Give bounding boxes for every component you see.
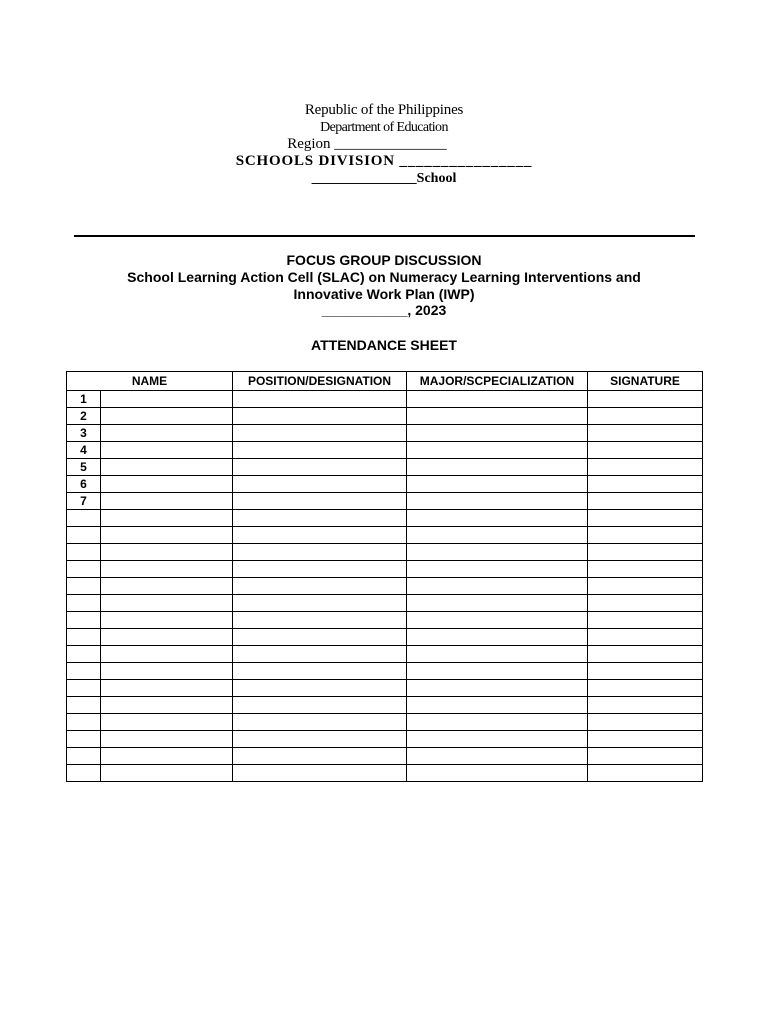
- major-cell[interactable]: [407, 731, 588, 748]
- signature-cell[interactable]: [588, 408, 703, 425]
- name-cell[interactable]: [101, 391, 233, 408]
- col-header-position: POSITION/DESIGNATION: [233, 372, 407, 391]
- signature-cell[interactable]: [588, 714, 703, 731]
- position-cell[interactable]: [233, 663, 407, 680]
- row-number: 6: [67, 476, 101, 493]
- position-cell[interactable]: [233, 612, 407, 629]
- position-cell[interactable]: [233, 629, 407, 646]
- major-cell[interactable]: [407, 510, 588, 527]
- table-row: [67, 646, 703, 663]
- signature-cell[interactable]: [588, 612, 703, 629]
- header-divider: [74, 235, 695, 237]
- major-cell[interactable]: [407, 748, 588, 765]
- signature-cell[interactable]: [588, 459, 703, 476]
- major-cell[interactable]: [407, 578, 588, 595]
- name-cell[interactable]: [101, 629, 233, 646]
- row-number: [67, 697, 101, 714]
- signature-cell[interactable]: [588, 765, 703, 782]
- table-row: [67, 612, 703, 629]
- name-cell[interactable]: [101, 408, 233, 425]
- major-cell[interactable]: [407, 425, 588, 442]
- position-cell[interactable]: [233, 595, 407, 612]
- position-cell[interactable]: [233, 748, 407, 765]
- title-attendance-sheet: ATTENDANCE SHEET: [311, 337, 457, 353]
- major-cell[interactable]: [407, 595, 588, 612]
- position-cell[interactable]: [233, 391, 407, 408]
- signature-cell[interactable]: [588, 425, 703, 442]
- table-body: [67, 391, 703, 782]
- position-cell[interactable]: [233, 731, 407, 748]
- row-number: [67, 646, 101, 663]
- header-republic: Republic of the Philippines: [304, 102, 464, 118]
- signature-cell[interactable]: [588, 595, 703, 612]
- signature-cell[interactable]: [588, 527, 703, 544]
- name-cell[interactable]: [101, 714, 233, 731]
- table-row: [67, 731, 703, 748]
- position-cell[interactable]: [233, 442, 407, 459]
- position-cell[interactable]: [233, 646, 407, 663]
- header-department: Department of Education: [320, 120, 448, 135]
- row-number: [67, 561, 101, 578]
- table-row: [67, 476, 703, 493]
- col-header-major: MAJOR/SCPECIALIZATION: [407, 372, 588, 391]
- major-cell[interactable]: [407, 561, 588, 578]
- name-cell[interactable]: [101, 680, 233, 697]
- signature-cell[interactable]: [588, 646, 703, 663]
- name-cell[interactable]: [101, 561, 233, 578]
- signature-cell[interactable]: [588, 748, 703, 765]
- table-row: [67, 527, 703, 544]
- signature-cell[interactable]: [588, 663, 703, 680]
- title-slac-line1: School Learning Action Cell (SLAC) on Numeracy Learning Interventions and: [127, 269, 641, 285]
- signature-cell[interactable]: [588, 680, 703, 697]
- signature-cell[interactable]: [588, 493, 703, 510]
- major-cell[interactable]: [407, 663, 588, 680]
- col-header-name: NAME: [67, 372, 233, 391]
- table-row: [67, 561, 703, 578]
- title-date: ___________, 2023: [321, 302, 447, 318]
- name-cell[interactable]: [101, 442, 233, 459]
- name-cell[interactable]: [101, 510, 233, 527]
- position-cell[interactable]: [233, 493, 407, 510]
- row-number: 2: [67, 408, 101, 425]
- major-cell[interactable]: [407, 680, 588, 697]
- title-slac-line2: Innovative Work Plan (IWP): [293, 286, 475, 302]
- name-cell[interactable]: [101, 544, 233, 561]
- position-cell[interactable]: [233, 510, 407, 527]
- name-cell[interactable]: [101, 697, 233, 714]
- position-cell[interactable]: [233, 714, 407, 731]
- major-cell[interactable]: [407, 612, 588, 629]
- major-cell[interactable]: [407, 629, 588, 646]
- row-number: [67, 629, 101, 646]
- table-row: [67, 748, 703, 765]
- table-row: [67, 629, 703, 646]
- signature-cell[interactable]: [588, 561, 703, 578]
- signature-cell[interactable]: [588, 476, 703, 493]
- signature-cell[interactable]: [588, 442, 703, 459]
- major-cell[interactable]: [407, 544, 588, 561]
- table-row: [67, 714, 703, 731]
- table-row: [67, 459, 703, 476]
- table-row: [67, 697, 703, 714]
- row-number: [67, 714, 101, 731]
- row-number: [67, 663, 101, 680]
- name-cell[interactable]: [101, 493, 233, 510]
- major-cell[interactable]: [407, 646, 588, 663]
- row-number: [67, 510, 101, 527]
- table-row: [67, 680, 703, 697]
- table-row: [67, 425, 703, 442]
- signature-cell[interactable]: [588, 697, 703, 714]
- header-school: _______________School: [311, 171, 457, 186]
- table-row: [67, 595, 703, 612]
- table-row: [67, 663, 703, 680]
- signature-cell[interactable]: [588, 544, 703, 561]
- table-row: [67, 544, 703, 561]
- row-number: 3: [67, 425, 101, 442]
- position-cell[interactable]: [233, 459, 407, 476]
- major-cell[interactable]: [407, 391, 588, 408]
- row-number: [67, 527, 101, 544]
- signature-cell[interactable]: [588, 578, 703, 595]
- table-row: [67, 765, 703, 782]
- name-cell[interactable]: [101, 527, 233, 544]
- table-row: [67, 408, 703, 425]
- major-cell[interactable]: [407, 442, 588, 459]
- name-cell[interactable]: [101, 663, 233, 680]
- attendance-table: [66, 371, 703, 782]
- row-number: [67, 765, 101, 782]
- table-row: [67, 510, 703, 527]
- signature-cell[interactable]: [588, 629, 703, 646]
- row-number: 4: [67, 442, 101, 459]
- header-division: SCHOOLS DIVISION ________________: [235, 153, 533, 169]
- table-row: [67, 442, 703, 459]
- row-number: [67, 578, 101, 595]
- position-cell[interactable]: [233, 697, 407, 714]
- row-number: 5: [67, 459, 101, 476]
- name-cell[interactable]: [101, 595, 233, 612]
- major-cell[interactable]: [407, 765, 588, 782]
- name-cell[interactable]: [101, 476, 233, 493]
- major-cell[interactable]: [407, 714, 588, 731]
- row-number: [67, 731, 101, 748]
- name-cell[interactable]: [101, 578, 233, 595]
- major-cell[interactable]: [407, 697, 588, 714]
- name-cell[interactable]: [101, 612, 233, 629]
- name-cell[interactable]: [101, 748, 233, 765]
- table-row: [67, 493, 703, 510]
- position-cell[interactable]: [233, 578, 407, 595]
- position-cell[interactable]: [233, 527, 407, 544]
- position-cell[interactable]: [233, 561, 407, 578]
- name-cell[interactable]: [101, 459, 233, 476]
- row-number: [67, 748, 101, 765]
- name-cell[interactable]: [101, 731, 233, 748]
- header-region: Region _______________: [287, 136, 447, 152]
- position-cell[interactable]: [233, 425, 407, 442]
- major-cell[interactable]: [407, 459, 588, 476]
- table-header-row: [67, 372, 703, 391]
- position-cell[interactable]: [233, 476, 407, 493]
- signature-cell[interactable]: [588, 391, 703, 408]
- signature-cell[interactable]: [588, 510, 703, 527]
- col-header-signature: SIGNATURE: [588, 372, 703, 391]
- row-number: [67, 544, 101, 561]
- major-cell[interactable]: [407, 408, 588, 425]
- table-row: [67, 578, 703, 595]
- row-number: 1: [67, 391, 101, 408]
- major-cell[interactable]: [407, 493, 588, 510]
- name-cell[interactable]: [101, 765, 233, 782]
- row-number: 7: [67, 493, 101, 510]
- position-cell[interactable]: [233, 408, 407, 425]
- title-fgd: FOCUS GROUP DISCUSSION: [286, 252, 482, 268]
- position-cell[interactable]: [233, 680, 407, 697]
- row-number: [67, 595, 101, 612]
- major-cell[interactable]: [407, 527, 588, 544]
- signature-cell[interactable]: [588, 731, 703, 748]
- row-number: [67, 680, 101, 697]
- position-cell[interactable]: [233, 544, 407, 561]
- major-cell[interactable]: [407, 476, 588, 493]
- name-cell[interactable]: [101, 425, 233, 442]
- position-cell[interactable]: [233, 765, 407, 782]
- name-cell[interactable]: [101, 646, 233, 663]
- row-number: [67, 612, 101, 629]
- table-row: [67, 391, 703, 408]
